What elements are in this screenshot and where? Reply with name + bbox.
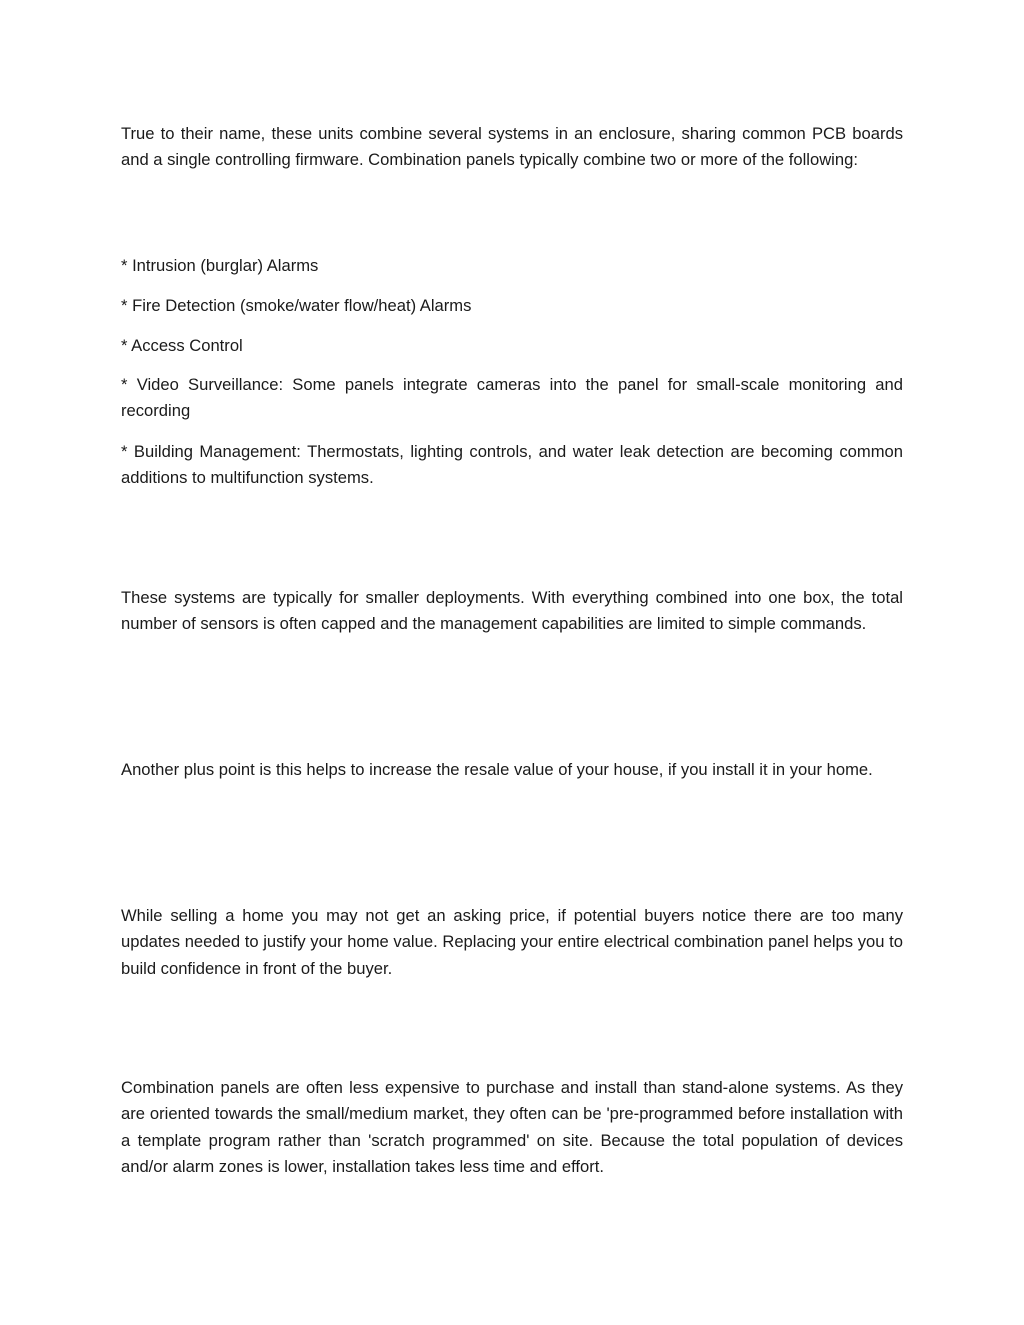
bullet-item-building-management: * Building Management: Thermostats, lighting controls, and water leak detection are becoming common additions to multifunction systems. (121, 442, 903, 488)
bullet-item-access-control: * Access Control (121, 336, 243, 355)
bullet-item-video-surveillance: * Video Surveillance: Some panels integrate cameras into the panel for small-scale monitoring and recording (121, 375, 903, 421)
cost-paragraph: Combination panels are often less expensive to purchase and install than stand-alone systems. As they are oriented towards the small/medium market, they often can be 'pre-programmed before installation with a template program rather than 'scratch programmed' on site. Because the total population of devices and/or alarm zones is lower, installation takes less time and effort. (121, 1078, 903, 1177)
bullet-item-intrusion: * Intrusion (burglar) Alarms (121, 256, 319, 275)
selling-paragraph: While selling a home you may not get an asking price, if potential buyers notice there are too many updates needed to justify your home value. Replacing your entire electrical combination panel helps you to build confidence in front of the buyer. (121, 906, 903, 978)
intro-paragraph: True to their name, these units combine several systems in an enclosure, sharing common PCB boards and a single controlling firmware. Combination panels typically combine two or more of the following: (121, 124, 903, 170)
resale-paragraph: Another plus point is this helps to increase the resale value of your house, if you install it in your home. (121, 760, 873, 779)
bullet-item-fire-detection: * Fire Detection (smoke/water flow/heat) Alarms (121, 296, 472, 315)
deployment-paragraph: These systems are typically for smaller deployments. With everything combined into one box, the total number of sensors is often capped and the management capabilities are limited to simple commands. (121, 588, 903, 634)
